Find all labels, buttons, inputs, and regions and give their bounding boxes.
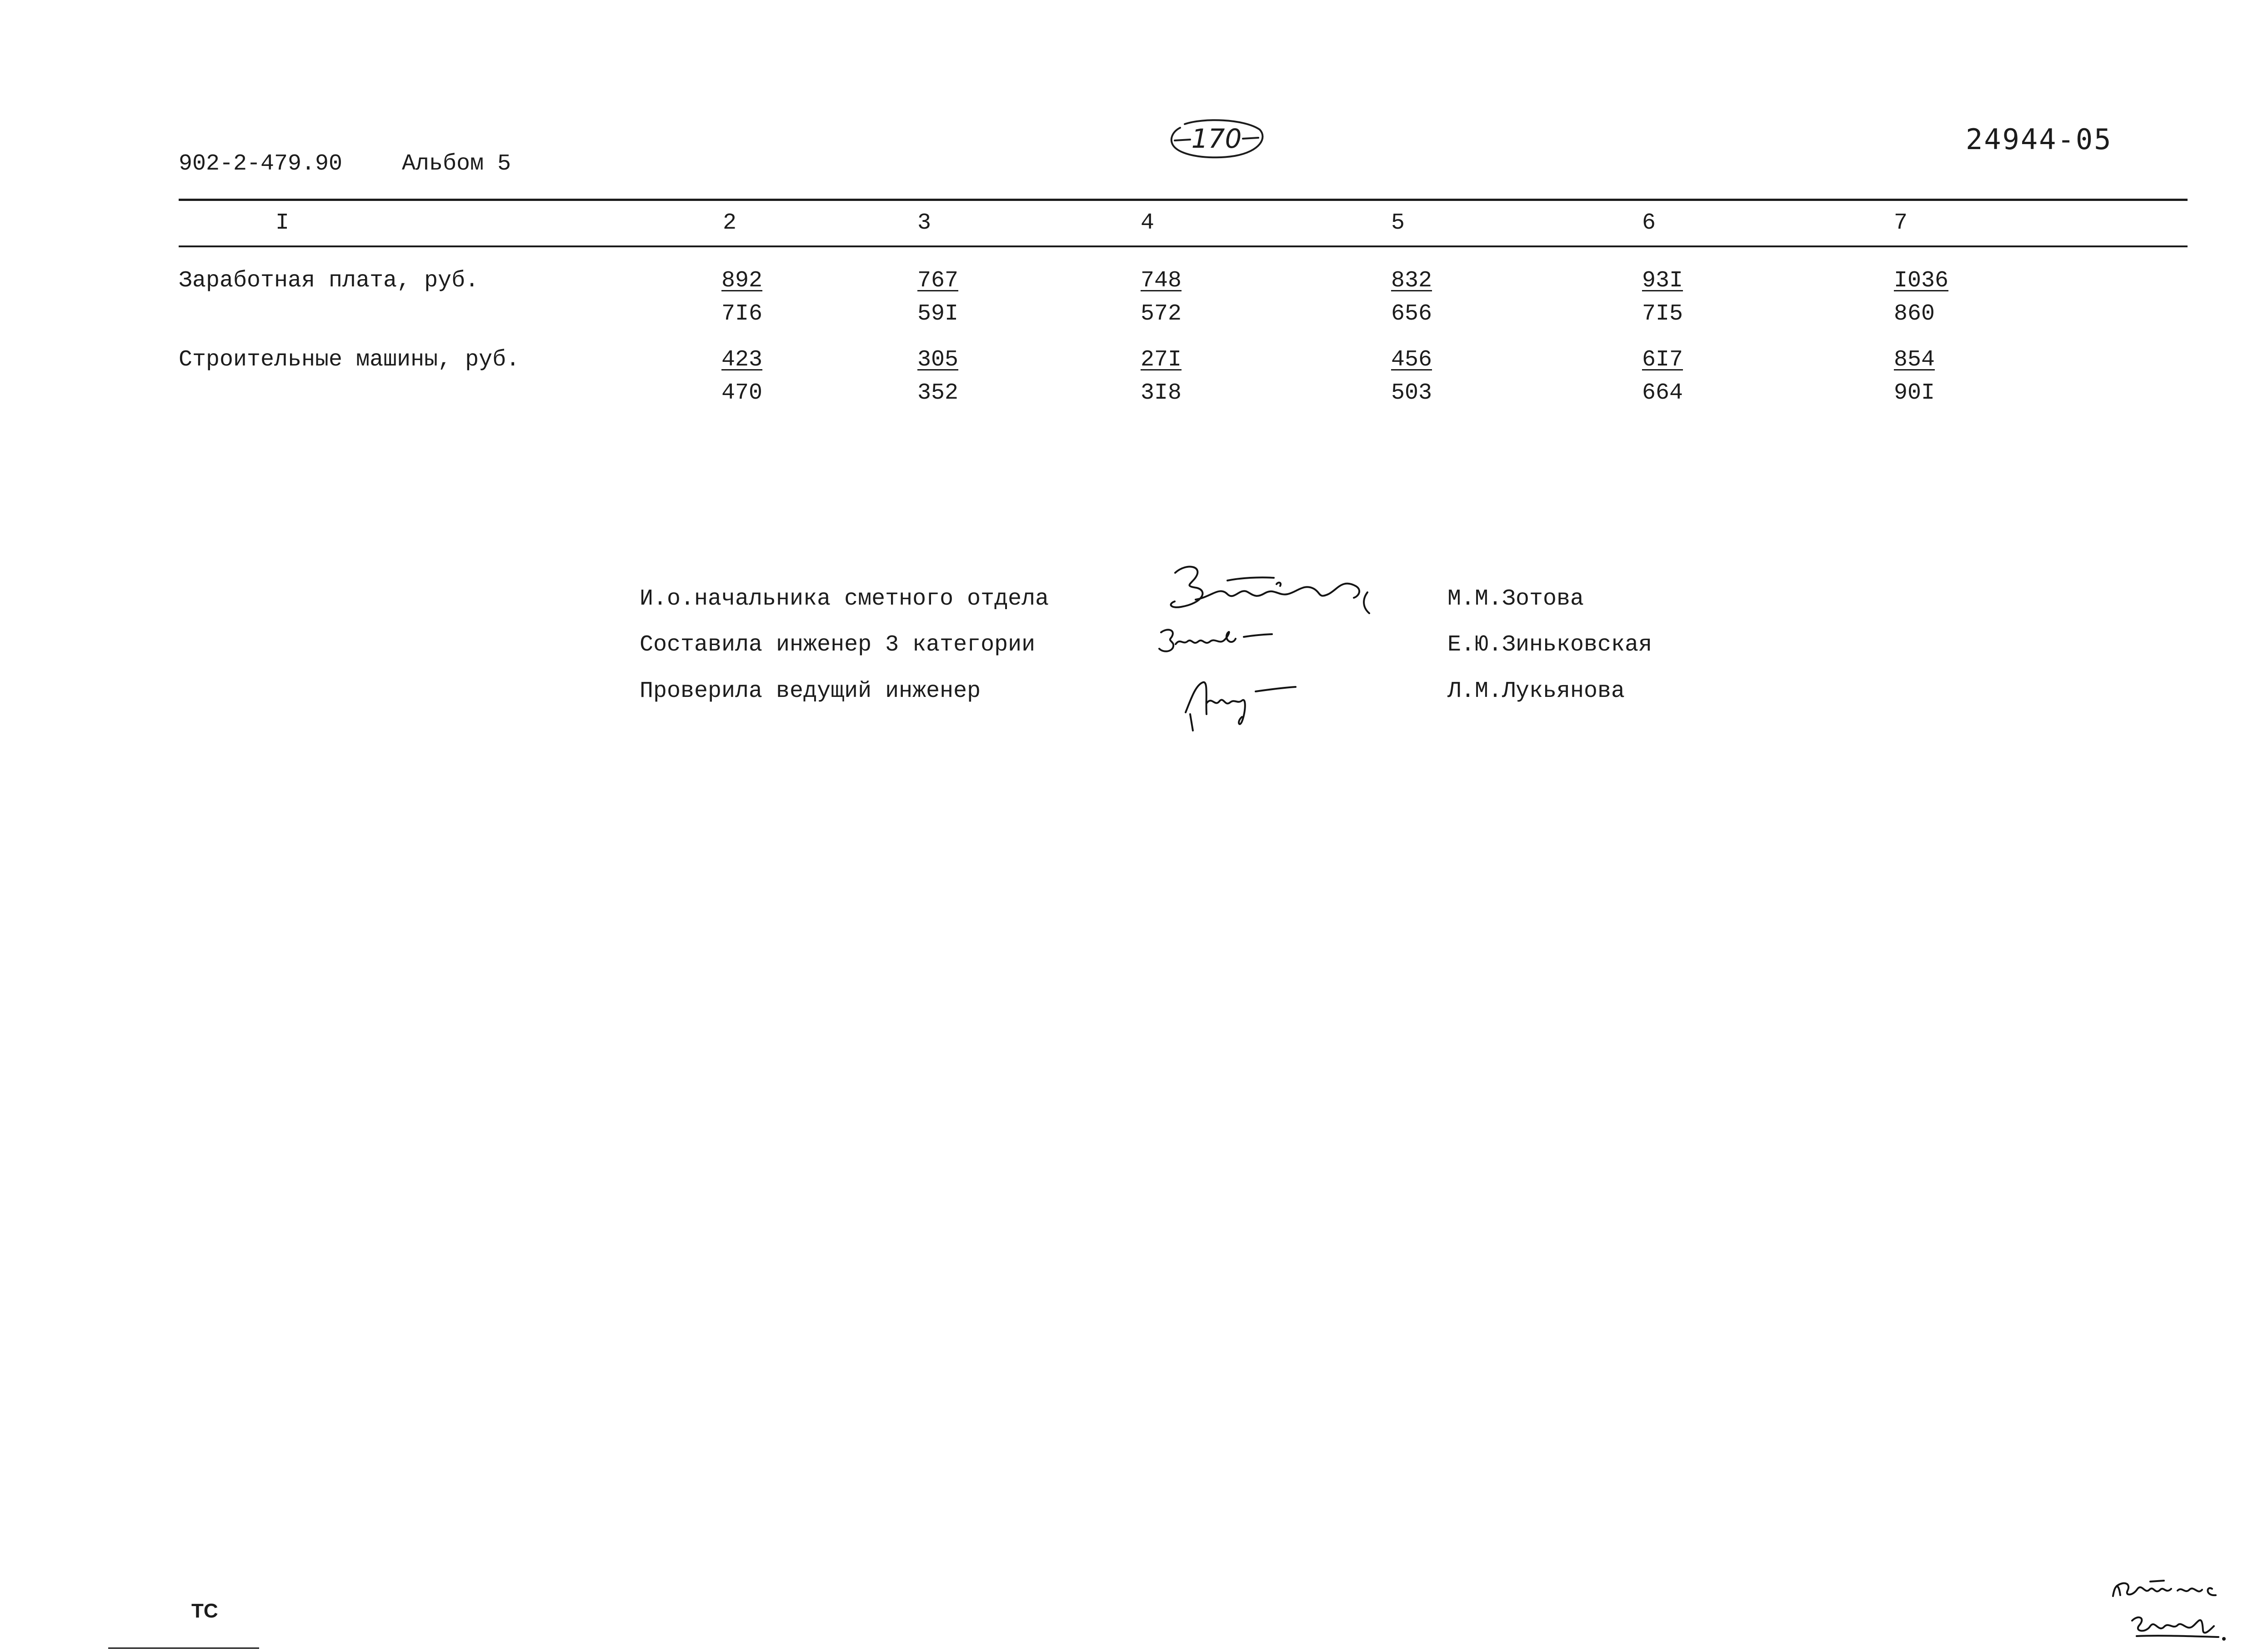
cell-value-bottom: 3I8	[1141, 380, 1182, 406]
cell-value-bottom: 352	[917, 380, 959, 406]
cell-value-top: 767	[917, 268, 959, 294]
cell-value-top: I036	[1894, 268, 1949, 294]
cell-value-bottom: 656	[1391, 301, 1432, 327]
row-label: Заработная плата, руб.	[179, 268, 479, 294]
column-header: 7	[1894, 210, 1908, 236]
signer-name: Л.М.Лукьянова	[1447, 678, 1625, 704]
column-header: 3	[917, 210, 931, 236]
signer-role: И.о.начальника сметного отдела	[640, 586, 1049, 612]
cell-value-bottom: 470	[721, 380, 763, 406]
cell-value-top: 27I	[1141, 347, 1182, 373]
cell-value-top: 456	[1391, 347, 1432, 373]
column-header: 2	[723, 210, 737, 236]
handwritten-signature-2	[1155, 621, 1277, 661]
signer-name: М.М.Зотова	[1447, 586, 1584, 612]
column-header: 4	[1141, 210, 1155, 236]
cell-value-bottom: 860	[1894, 301, 1935, 327]
cell-value-top: 854	[1894, 347, 1935, 373]
cell-value-bottom: 90I	[1894, 380, 1935, 406]
signer-role: Проверила ведущий инженер	[640, 678, 981, 704]
column-header: 5	[1391, 210, 1405, 236]
handwritten-signature-1	[1159, 552, 1377, 621]
cell-value-top: 6I7	[1642, 347, 1683, 373]
page-number-stamp	[1167, 116, 1267, 161]
cell-value-bottom: 7I5	[1642, 301, 1683, 327]
cell-value-top: 93I	[1642, 268, 1683, 294]
cell-value-top: 892	[721, 268, 763, 294]
cell-value-bottom: 664	[1642, 380, 1683, 406]
inventory-number: 24944-05	[1966, 123, 2113, 156]
cell-value-top: 748	[1141, 268, 1182, 294]
cell-value-bottom: 572	[1141, 301, 1182, 327]
row-label: Строительные машины, руб.	[179, 347, 520, 373]
column-header: I	[275, 210, 290, 236]
cell-value-top: 832	[1391, 268, 1432, 294]
signer-name: Е.Ю.Зиньковская	[1447, 632, 1652, 658]
signer-role: Составила инженер 3 категории	[640, 632, 1036, 658]
column-header: 6	[1642, 210, 1656, 236]
cell-value-top: 305	[917, 347, 959, 373]
cell-value-bottom: 59I	[917, 301, 959, 327]
cell-value-top: 423	[721, 347, 763, 373]
table-header-rule	[179, 245, 2188, 247]
handwritten-signature-3	[1173, 671, 1300, 734]
document-code: 902-2-479.90	[179, 151, 343, 177]
cell-value-bottom: 503	[1391, 380, 1432, 406]
cell-value-bottom: 7I6	[721, 301, 763, 327]
table-top-rule	[179, 199, 2188, 201]
handwritten-note	[2105, 1575, 2241, 1650]
page-number: 170	[1191, 123, 1242, 154]
footer-rule	[108, 1647, 259, 1649]
footer-mark: ТС	[191, 1600, 218, 1622]
album-label: Альбом 5	[402, 151, 511, 177]
